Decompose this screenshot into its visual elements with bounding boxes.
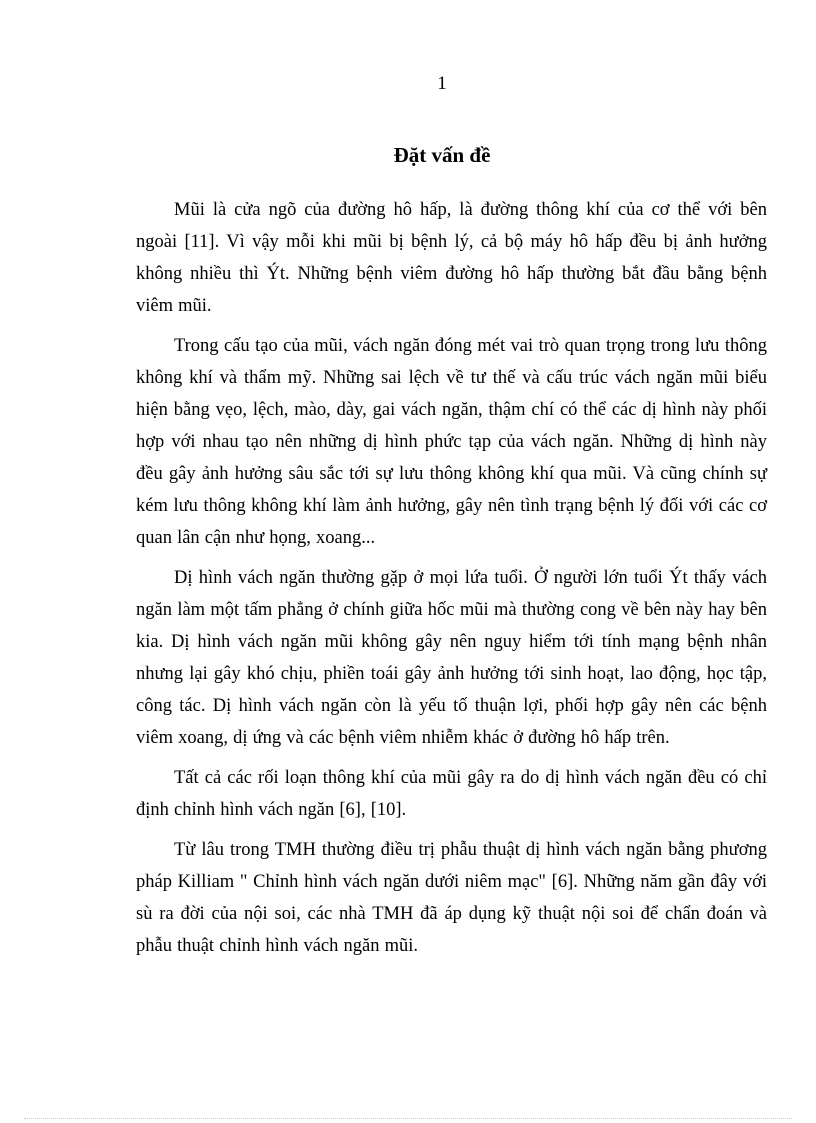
paragraph-2: Trong cấu tạo của mũi, vách ngăn đóng mét vai trò quan trọng trong lưu thông không khí và thẩm mỹ. Những sai lệch về tư thế và cấu trúc vách ngăn mũi biểu hiện bằng vẹo, lệch, mào, dày, gai vách ngăn, thậm chí có thể các dị hình này phối hợp với nhau tạo nên những dị hình phức tạp của vách ngăn. Những dị hình này đều gây ảnh hưởng sâu sắc tới sự lưu thông không khí qua mũi. Và cũng chính sự kém lưu thông không khí làm ảnh hưởng, gây nên tình trạng bệnh lý đối với các cơ quan lân cận như họng, xoang... xyxy=(136,336,767,548)
page-number: 1 xyxy=(437,73,447,94)
paragraph-1: Mũi là cửa ngõ của đường hô hấp, là đường thông khí của cơ thể với bên ngoài [11]. Vì vậy mỗi khi mũi bị bệnh lý, cả bộ máy hô hấp đều bị ảnh hưởng không nhiều thì Ýt. Những bệnh viêm đường hô hấp thường bắt đầu bằng bệnh viêm mũi. xyxy=(136,200,767,316)
page-bottom-divider xyxy=(24,1118,792,1119)
paragraph-5: Từ lâu trong TMH thường điều trị phẫu thuật dị hình vách ngăn bằng phương pháp Killiam " Chỉnh hình vách ngăn dưới niêm mạc" [6]. Những năm gần đây với sù ra đời của nội soi, các nhà TMH đã áp dụng kỹ thuật nội soi để chẩn đoán và phẫu thuật chỉnh hình vách ngăn mũi. xyxy=(136,840,767,956)
paragraph-4: Tất cả các rối loạn thông khí của mũi gây ra do dị hình vách ngăn đều có chỉ định chỉnh hình vách ngăn [6], [10]. xyxy=(136,768,767,820)
paragraph-3: Dị hình vách ngăn thường gặp ở mọi lứa tuổi. Ở người lớn tuổi Ýt thấy vách ngăn làm một tấm phẳng ở chính giữa hốc mũi mà thường cong về bên này hay bên kia. Dị hình vách ngăn mũi không gây nên nguy hiểm tới tính mạng bệnh nhân nhưng lại gây khó chịu, phiền toái gây ảnh hưởng tới sinh hoạt, lao động, học tập, công tác. Dị hình vách ngăn còn là yếu tố thuận lợi, phối hợp gây nên các bệnh viêm xoang, dị ứng và các bệnh viêm nhiễm khác ở đường hô hấp trên. xyxy=(136,568,767,748)
document-body xyxy=(136,194,767,970)
page-title: Đặt vấn đề xyxy=(393,143,491,167)
